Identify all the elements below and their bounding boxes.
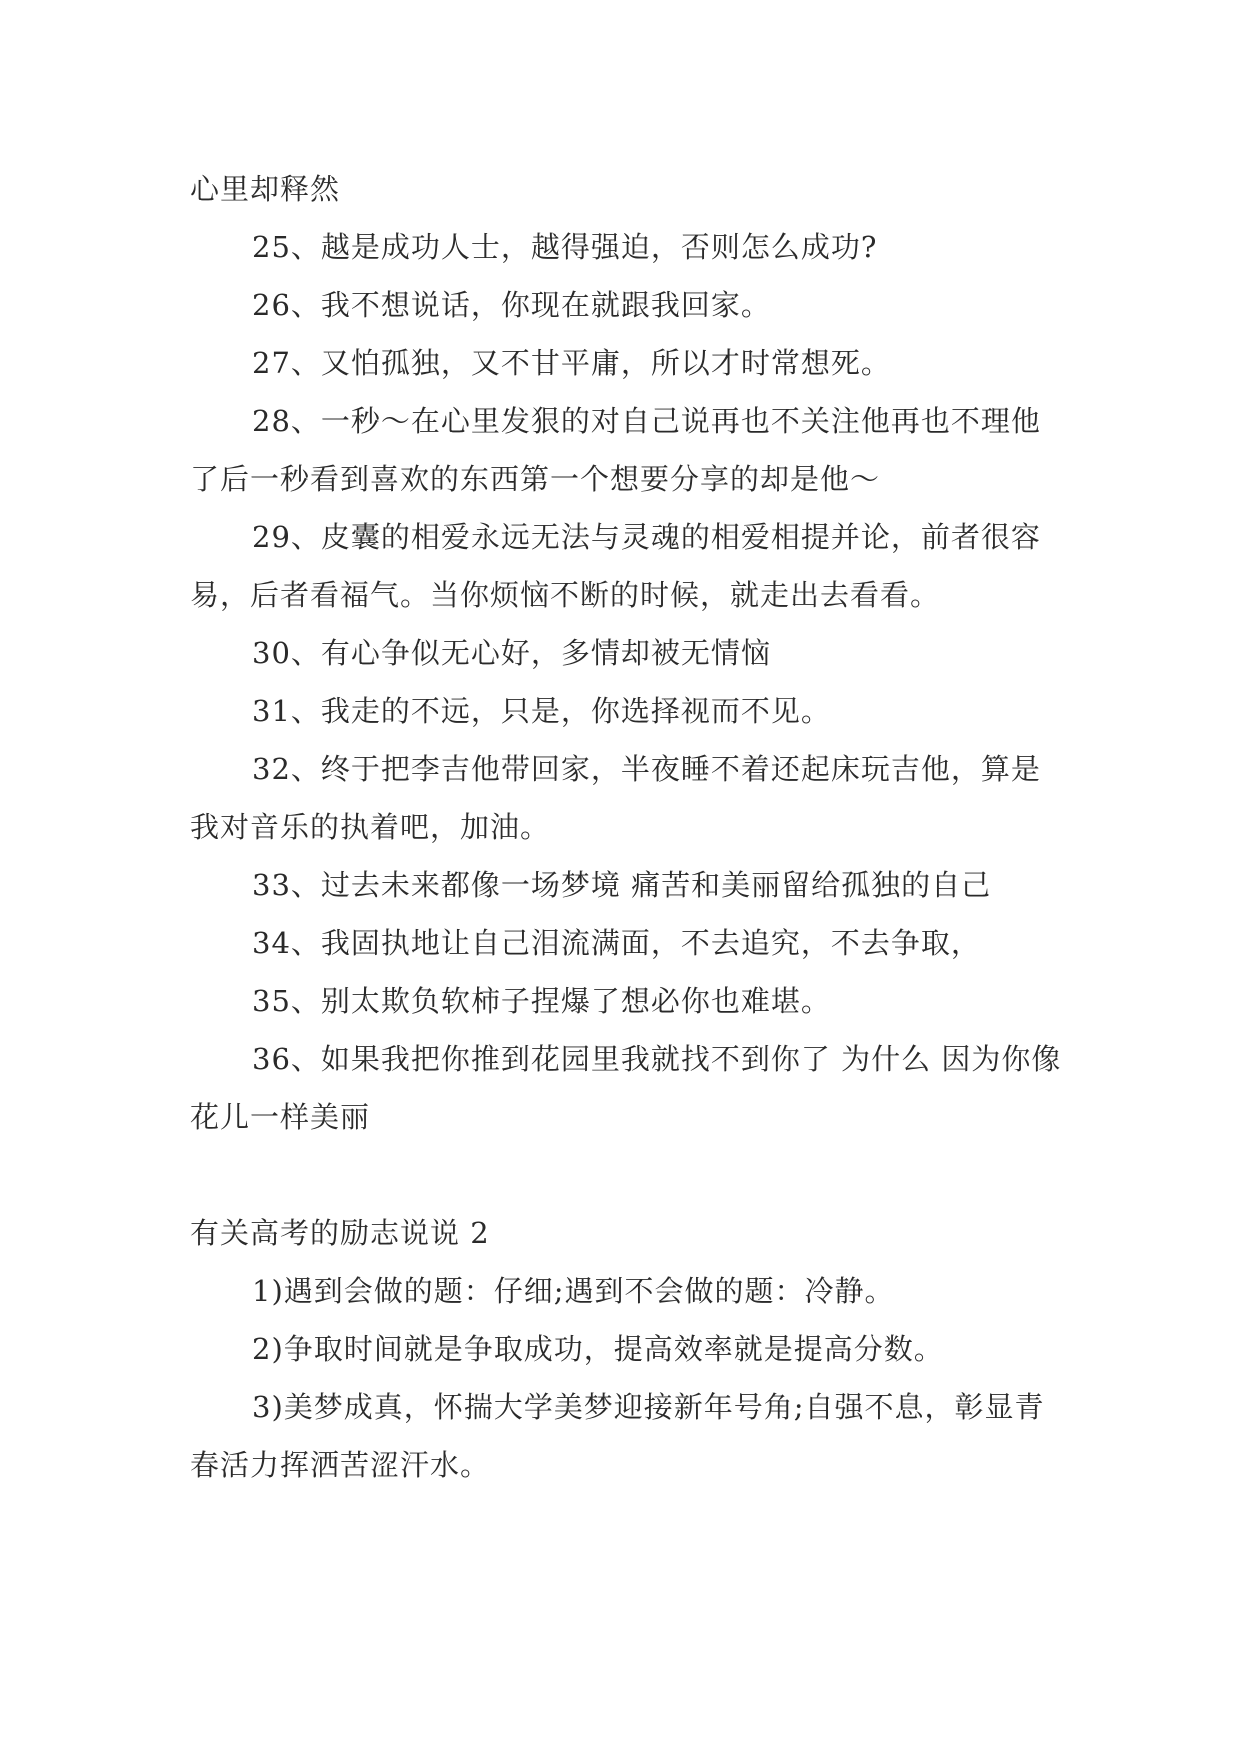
list-item: 34、我固执地让自己泪流满面，不去追究，不去争取， — [252, 926, 981, 960]
section-spacer — [190, 1146, 1070, 1204]
list-item: 25、越是成功人士，越得强迫，否则怎么成功? — [252, 230, 878, 264]
section-list-item: 2)争取时间就是争取成功，提高效率就是提高分数。 — [252, 1332, 944, 1366]
list-item: 30、有心争似无心好，多情却被无情恼 — [252, 636, 771, 670]
list-item: 35、别太欺负软柿子捏爆了想必你也难堪。 — [252, 984, 831, 1018]
list-item: 28、一秒～在心里发狠的对自己说再也不关注他再也不理他了后一秒看到喜欢的东西第一个想要分享的却是他～ — [190, 404, 1041, 496]
list-item: 26、我不想说话，你现在就跟我回家。 — [252, 288, 771, 322]
list-item: 31、我走的不远，只是，你选择视而不见。 — [252, 694, 831, 728]
list-item: 29、皮囊的相爱永远无法与灵魂的相爱相提并论，前者很容易，后者看福气。当你烦恼不断的时候，就走出去看看。 — [190, 520, 1041, 612]
list-item: 32、终于把李吉他带回家，半夜睡不着还起床玩吉他，算是我对音乐的执着吧，加油。 — [190, 752, 1041, 844]
section-list-item: 3)美梦成真，怀揣大学美梦迎接新年号角;自强不息，彰显青春活力挥洒苦涩汗水。 — [190, 1390, 1045, 1482]
document-body — [190, 160, 1070, 1494]
section-title: 有关高考的励志说说 2 — [190, 1216, 490, 1250]
continuation-text: 心里却释然 — [190, 172, 341, 206]
list-item: 33、过去未来都像一场梦境 痛苦和美丽留给孤独的自己 — [252, 868, 992, 902]
list-item: 27、又怕孤独，又不甘平庸，所以才时常想死。 — [252, 346, 891, 380]
section-list-item: 1)遇到会做的题：仔细;遇到不会做的题：冷静。 — [252, 1274, 895, 1308]
list-item: 36、如果我把你推到花园里我就找不到你了 为什么 因为你像花儿一样美丽 — [190, 1042, 1062, 1134]
